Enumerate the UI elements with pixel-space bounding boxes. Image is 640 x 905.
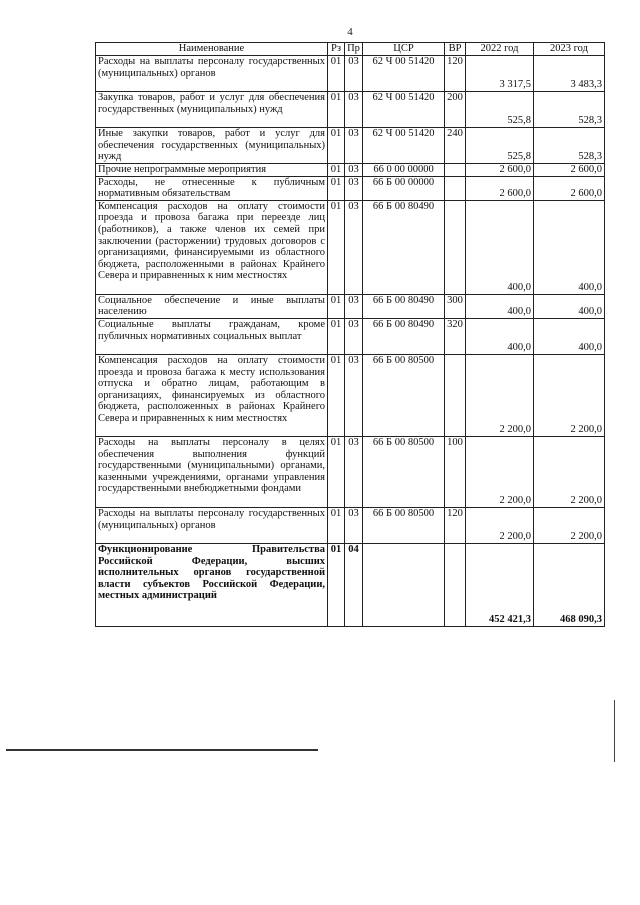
row-amount-2022: 2 200,0 (466, 354, 534, 436)
row-amount-2022: 400,0 (466, 318, 534, 354)
row-rz: 01 (328, 543, 345, 626)
row-name: Расходы на выплаты персоналу государственных (муниципальных) органов (96, 56, 328, 92)
row-amount-2023: 2 200,0 (534, 436, 605, 507)
row-rz: 01 (328, 164, 345, 177)
row-amount-2022: 2 200,0 (466, 507, 534, 543)
row-csr: 66 Б 00 80500 (363, 436, 445, 507)
row-csr: 62 Ч 00 51420 (363, 128, 445, 164)
page-number: 4 (347, 26, 353, 38)
table-row (96, 56, 605, 92)
row-amount-2023: 400,0 (534, 200, 605, 294)
row-rz: 01 (328, 318, 345, 354)
row-pr: 03 (345, 507, 363, 543)
row-pr: 04 (345, 543, 363, 626)
row-csr: 66 Б 00 80490 (363, 294, 445, 318)
row-csr: 66 0 00 00000 (363, 164, 445, 177)
row-amount-2023: 400,0 (534, 318, 605, 354)
row-amount-2022: 452 421,3 (466, 543, 534, 626)
row-vr: 120 (445, 507, 466, 543)
table-header-row (96, 43, 605, 56)
row-vr (445, 164, 466, 177)
row-pr: 03 (345, 56, 363, 92)
row-amount-2023: 400,0 (534, 294, 605, 318)
row-amount-2023: 2 600,0 (534, 176, 605, 200)
row-vr: 320 (445, 318, 466, 354)
row-amount-2022: 2 600,0 (466, 176, 534, 200)
row-csr: 62 Ч 00 51420 (363, 56, 445, 92)
row-rz: 01 (328, 128, 345, 164)
table-row (96, 176, 605, 200)
table-row (96, 200, 605, 294)
row-vr: 100 (445, 436, 466, 507)
row-name: Социальное обеспечение и иные выплаты населению (96, 294, 328, 318)
header-2022: 2022 год (466, 43, 534, 56)
row-vr (445, 200, 466, 294)
row-amount-2022: 2 200,0 (466, 436, 534, 507)
row-rz: 01 (328, 507, 345, 543)
row-csr: 66 Б 00 80500 (363, 354, 445, 436)
row-amount-2023: 2 200,0 (534, 354, 605, 436)
row-amount-2023: 468 090,3 (534, 543, 605, 626)
row-csr: 62 Ч 00 51420 (363, 92, 445, 128)
row-pr: 03 (345, 354, 363, 436)
row-rz: 01 (328, 436, 345, 507)
row-name: Компенсация расходов на оплату стоимости проезда и провоза багажа при переезде лиц (работников), а также членов их семей при заключении (расторжении) трудовых договоров с организациями, финансируемыми из областного бюджета, расположенными в районах Крайнего Севера и приравненных к ним местностях (96, 200, 328, 294)
row-rz: 01 (328, 56, 345, 92)
row-pr: 03 (345, 294, 363, 318)
row-pr: 03 (345, 92, 363, 128)
header-vr: ВР (445, 43, 466, 56)
row-csr: 66 Б 00 80490 (363, 318, 445, 354)
row-name: Закупка товаров, работ и услуг для обеспечения государственных (муниципальных) нужд (96, 92, 328, 128)
row-amount-2022: 3 317,5 (466, 56, 534, 92)
budget-table (95, 42, 605, 627)
row-vr (445, 354, 466, 436)
row-amount-2023: 528,3 (534, 128, 605, 164)
row-vr: 240 (445, 128, 466, 164)
row-pr: 03 (345, 436, 363, 507)
row-vr: 120 (445, 56, 466, 92)
header-csr: ЦСР (363, 43, 445, 56)
header-2023: 2023 год (534, 43, 605, 56)
row-vr (445, 176, 466, 200)
header-name: Наименование (96, 43, 328, 56)
row-csr (363, 543, 445, 626)
row-amount-2022: 400,0 (466, 200, 534, 294)
table-row (96, 543, 605, 626)
table-row (96, 92, 605, 128)
row-amount-2023: 2 200,0 (534, 507, 605, 543)
footer-rule (6, 749, 318, 751)
table-row (96, 318, 605, 354)
row-vr: 300 (445, 294, 466, 318)
row-name: Прочие непрограммные мероприятия (96, 164, 328, 177)
row-pr: 03 (345, 176, 363, 200)
row-rz: 01 (328, 92, 345, 128)
row-amount-2023: 528,3 (534, 92, 605, 128)
row-name: Расходы, не отнесенные к публичным нормативным обязательствам (96, 176, 328, 200)
row-amount-2023: 3 483,3 (534, 56, 605, 92)
row-amount-2022: 2 600,0 (466, 164, 534, 177)
row-pr: 03 (345, 200, 363, 294)
table-row (96, 436, 605, 507)
row-rz: 01 (328, 294, 345, 318)
row-name: Расходы на выплаты персоналу в целях обеспечения выполнения функций государственными (муниципальными) органами, казенными учреждениями, органами управления государственными внебюджетными фондами (96, 436, 328, 507)
row-name: Функционирование Правительства Российской Федерации, высших исполнительных органов государственной власти субъектов Российской Федерации, местных администраций (96, 543, 328, 626)
margin-mark (614, 700, 615, 762)
row-pr: 03 (345, 128, 363, 164)
row-amount-2022: 525,8 (466, 128, 534, 164)
row-rz: 01 (328, 176, 345, 200)
row-name: Социальные выплаты гражданам, кроме публичных нормативных социальных выплат (96, 318, 328, 354)
table-row (96, 354, 605, 436)
row-vr (445, 543, 466, 626)
row-amount-2022: 400,0 (466, 294, 534, 318)
row-name: Иные закупки товаров, работ и услуг для обеспечения государственных (муниципальных) нужд (96, 128, 328, 164)
table-row (96, 128, 605, 164)
row-pr: 03 (345, 164, 363, 177)
row-pr: 03 (345, 318, 363, 354)
table-row (96, 507, 605, 543)
row-csr: 66 Б 00 00000 (363, 176, 445, 200)
row-vr: 200 (445, 92, 466, 128)
table-row (96, 164, 605, 177)
row-csr: 66 Б 00 80500 (363, 507, 445, 543)
header-rz: Рз (328, 43, 345, 56)
row-name: Расходы на выплаты персоналу государственных (муниципальных) органов (96, 507, 328, 543)
table-row (96, 294, 605, 318)
row-rz: 01 (328, 200, 345, 294)
header-pr: Пр (345, 43, 363, 56)
row-amount-2023: 2 600,0 (534, 164, 605, 177)
row-amount-2022: 525,8 (466, 92, 534, 128)
row-rz: 01 (328, 354, 345, 436)
row-name: Компенсация расходов на оплату стоимости проезда и провоза багажа к месту использования отпуска и обратно лицам, работающим в организациях, финансируемых из областного бюджета, расположенных в районах Крайнего Севера и приравненных к ним местностях (96, 354, 328, 436)
row-csr: 66 Б 00 80490 (363, 200, 445, 294)
